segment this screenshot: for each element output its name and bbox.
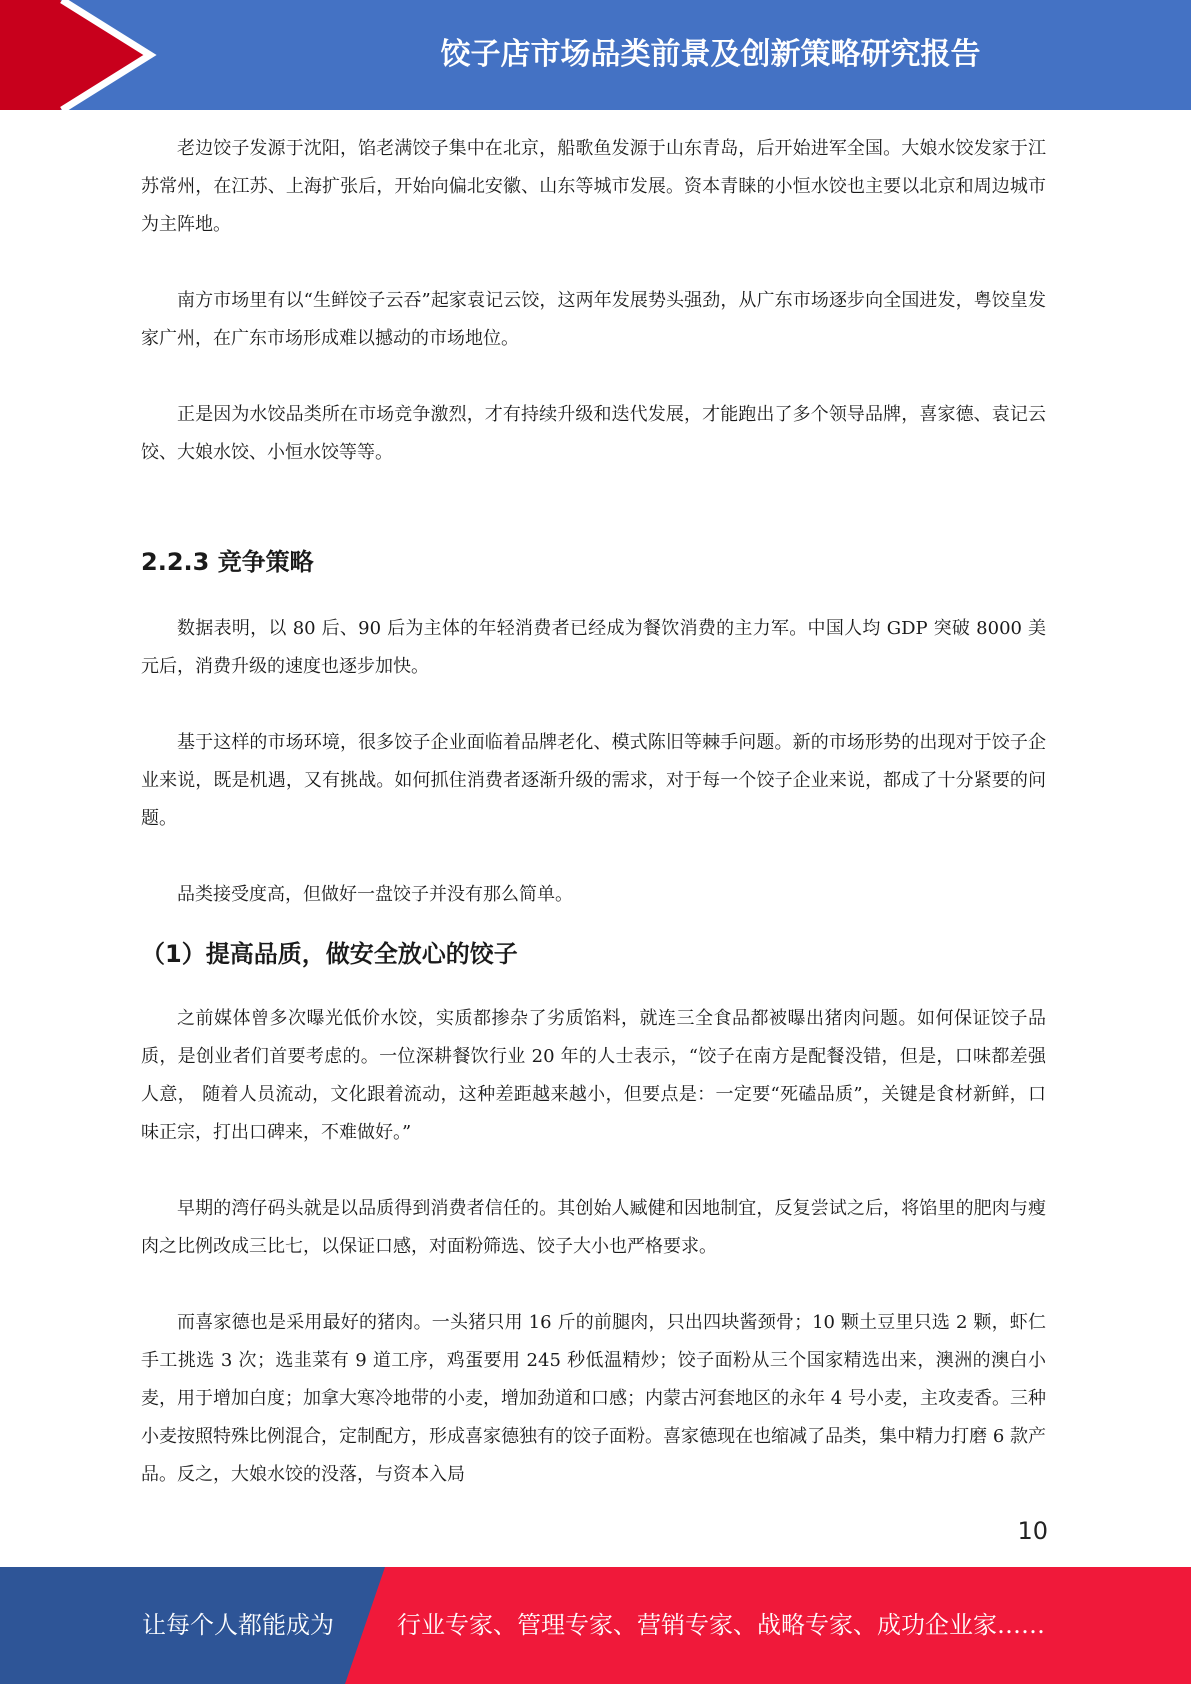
page-content	[141, 130, 1046, 1494]
paragraph: 正是因为水饺品类所在市场竞争激烈，才有持续升级和迭代发展，才能跑出了多个领导品牌，喜家德、袁记云饺、大娘水饺、小恒水饺等等。	[141, 404, 1046, 463]
page-footer	[0, 1567, 1191, 1684]
paragraph: 品类接受度高，但做好一盘饺子并没有那么简单。	[177, 884, 573, 905]
paragraph: 基于这样的市场环境，很多饺子企业面临着品牌老化、模式陈旧等棘手问题。新的市场形势的出现对于饺子企业来说，既是机遇，又有挑战。如何抓住消费者逐渐升级的需求，对于每一个饺子企业来说，都成了十分紧要的问题。	[141, 732, 1046, 829]
paragraph: 早期的湾仔码头就是以品质得到消费者信任的。其创始人臧健和因地制宜，反复尝试之后，将馅里的肥肉与瘦肉之比例改成三比七，以保证口感，对面粉筛选、饺子大小也严格要求。	[141, 1198, 1046, 1257]
paragraph: 之前媒体曾多次曝光低价水饺，实质都掺杂了劣质馅料，就连三全食品都被曝出猪肉问题。如何保证饺子品质，是创业者们首要考虑的。一位深耕餐饮行业 20 年的人士表示，“饺子在南方是配餐没错，但是，口味都差强人意， 随着人员流动，文化跟着流动，这种差距越来越小，但要点是：一定要“死磕品质”，关键是食材新鲜，口味正宗，打出口碑来，不难做好。”	[141, 1008, 1046, 1143]
footer-slogan-right: 行业专家、管理专家、营销专家、战略专家、成功企业家……	[397, 1611, 1045, 1639]
paragraph: 老边饺子发源于沈阳，馅老满饺子集中在北京，船歌鱼发源于山东青岛，后开始进军全国。大娘水饺发家于江苏常州，在江苏、上海扩张后，开始向偏北安徽、山东等城市发展。资本青睐的小恒水饺也主要以北京和周边城市为主阵地。	[141, 138, 1046, 235]
page-number: 10	[1017, 1517, 1048, 1545]
document-title: 饺子店市场品类前景及创新策略研究报告	[440, 37, 981, 72]
footer-slogan-left: 让每个人都能成为	[142, 1611, 334, 1639]
subsection-heading: （1）提高品质，做安全放心的饺子	[141, 940, 518, 968]
section-heading: 2.2.3 竞争策略	[141, 548, 314, 576]
paragraph: 数据表明，以 80 后、90 后为主体的年轻消费者已经成为餐饮消费的主力军。中国人均 GDP 突破 8000 美元后，消费升级的速度也逐步加快。	[141, 618, 1046, 677]
page-header	[0, 0, 1191, 110]
paragraph: 而喜家德也是采用最好的猪肉。一头猪只用 16 斤的前腿肉，只出四块酱颈骨；10 颗土豆里只选 2 颗，虾仁手工挑选 3 次；选韭菜有 9 道工序，鸡蛋要用 245 秒低温精炒；饺子面粉从三个国家精选出来，澳洲的澳白小麦，用于增加白度；加拿大寒冷地带的小麦，增加劲道和口感；内蒙古河套地区的永年 4 号小麦，主攻麦香。三种小麦按照特殊比例混合，定制配方，形成喜家德独有的饺子面粉。喜家德现在也缩减了品类，集中精力打磨 6 款产品。反之，大娘水饺的没落，与资本入局	[141, 1312, 1046, 1485]
paragraph: 南方市场里有以“生鲜饺子云吞”起家袁记云饺，这两年发展势头强劲，从广东市场逐步向全国进发，粤饺皇发家广州，在广东市场形成难以撼动的市场地位。	[141, 290, 1046, 349]
